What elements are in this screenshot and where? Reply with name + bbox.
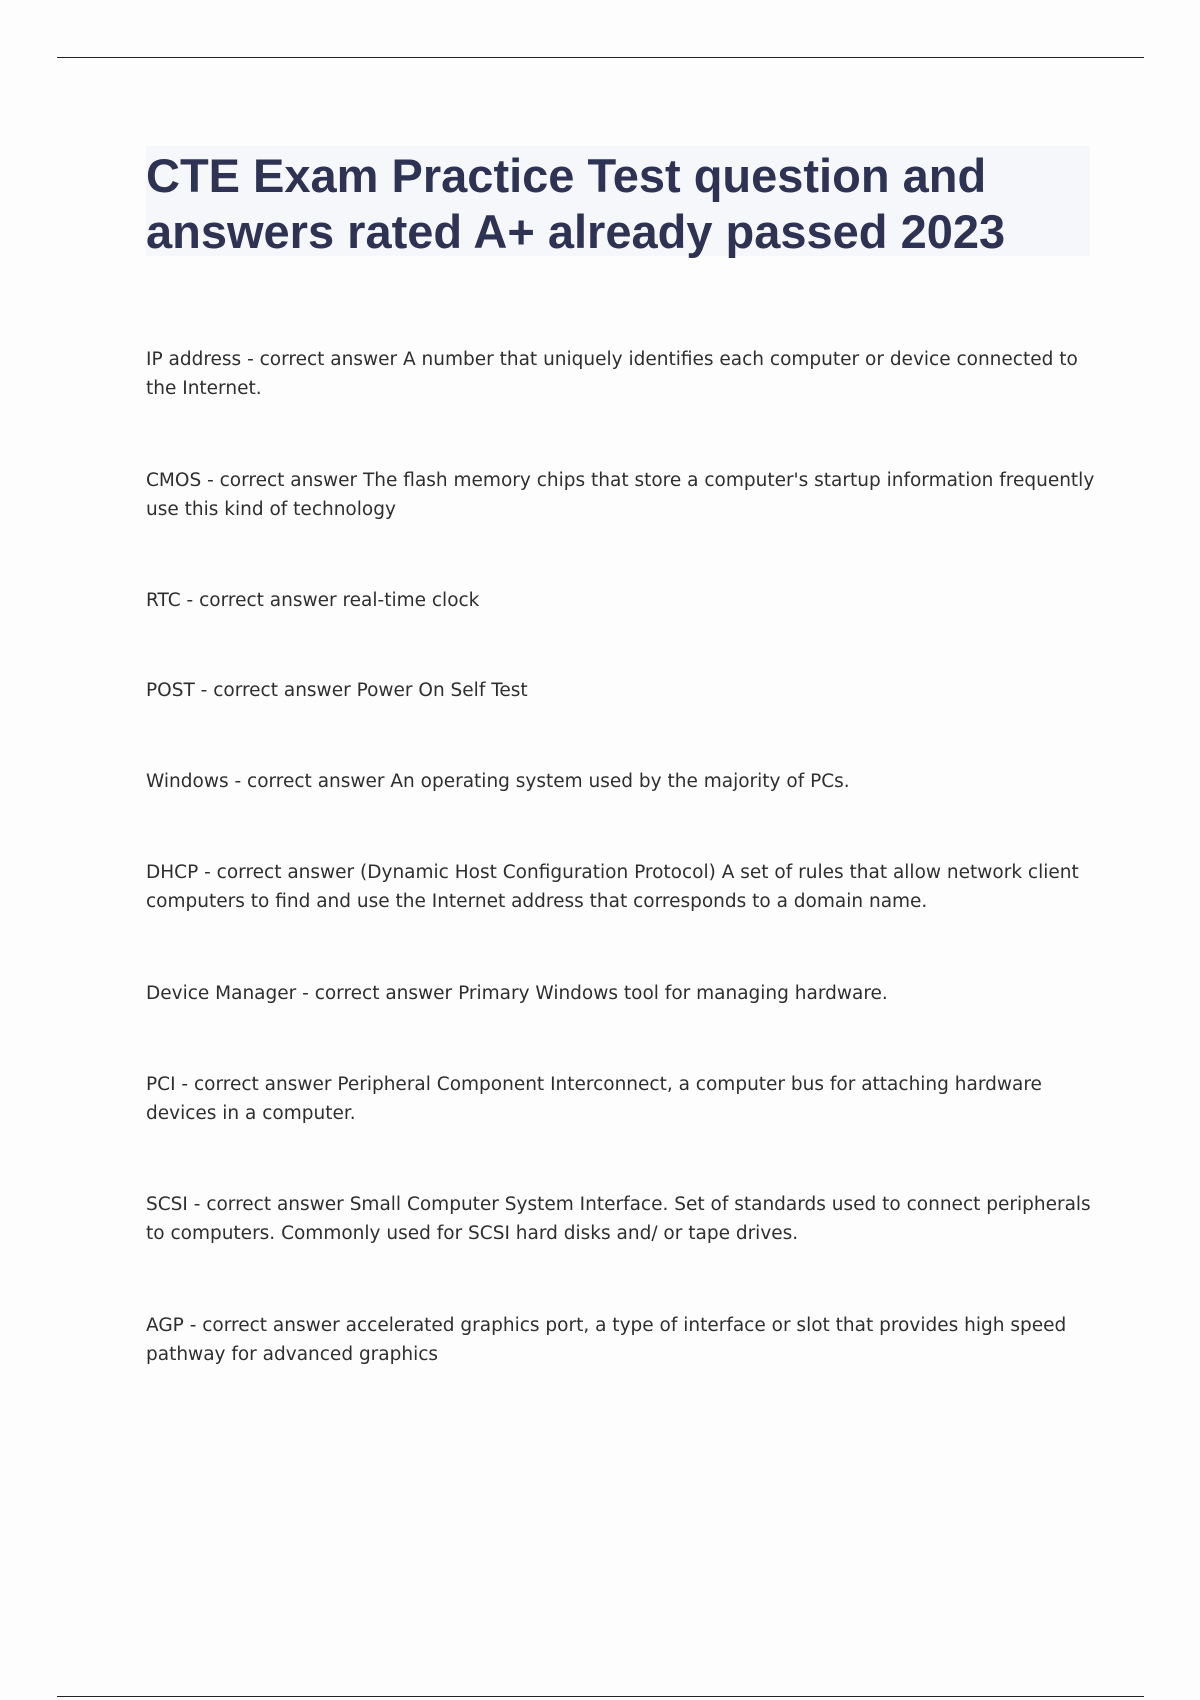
qa-separator: - [175, 1074, 194, 1095]
qa-answer: Primary Windows tool for managing hardware. [458, 983, 888, 1004]
qa-separator: - [183, 1315, 203, 1336]
qa-item [146, 1311, 1096, 1401]
qa-answer-prefix: correct answer [314, 983, 453, 1004]
qa-term: AGP [146, 1315, 184, 1336]
qa-term: CMOS [146, 470, 202, 491]
qa-term: RTC [146, 590, 181, 611]
qa-separator: - [228, 771, 248, 792]
qa-answer-prefix: correct answer [259, 349, 398, 370]
qa-item [146, 1070, 1096, 1190]
qa-term: POST [146, 680, 195, 701]
qa-answer: Peripheral Component Interconnect, a computer bus for attaching hardware devices in a computer. [146, 1074, 1042, 1124]
qa-answer: Small Computer System Interface. Set of standards used to connect peripherals to computers. Commonly used for SCSI hard disks and/ or tape drives. [146, 1194, 1091, 1244]
qa-term: IP address [146, 349, 242, 370]
top-divider [57, 57, 1144, 58]
qa-answer-prefix: correct answer [199, 590, 337, 611]
qa-separator: - [198, 862, 217, 883]
qa-answer-prefix: correct answer [213, 680, 351, 701]
qa-answer-prefix: correct answer [202, 1315, 340, 1336]
document-title: CTE Exam Practice Test question and answers rated A+ already passed 2023 [146, 149, 1006, 258]
qa-item [146, 676, 1096, 767]
qa-separator: - [241, 349, 260, 370]
title-block [146, 146, 1090, 256]
qa-answer: accelerated graphics port, a type of interface or slot that provides high speed pathway for advanced graphics [146, 1315, 1067, 1365]
qa-term: DHCP [146, 862, 199, 883]
bottom-divider [57, 1696, 1144, 1697]
qa-answer-prefix: correct answer [219, 470, 358, 491]
qa-term: PCI [146, 1074, 176, 1095]
qa-separator: - [187, 1194, 207, 1215]
qa-answer: real-time clock [342, 590, 480, 611]
qa-term: Device Manager [146, 983, 297, 1004]
qa-answer-prefix: correct answer [193, 1074, 332, 1095]
qa-item [146, 767, 1096, 858]
qa-answer: An operating system used by the majority of PCs. [390, 771, 850, 792]
qa-answer: (Dynamic Host Configuration Protocol) A set of rules that allow network client computers to find and use the Internet address that corresponds to a domain name. [146, 862, 1079, 912]
qa-separator: - [194, 680, 214, 701]
qa-answer-prefix: correct answer [216, 862, 355, 883]
qa-item [146, 1190, 1096, 1311]
qa-item [146, 466, 1096, 586]
qa-separator: - [296, 983, 315, 1004]
qa-item [146, 979, 1096, 1070]
qa-answer-prefix: correct answer [206, 1194, 344, 1215]
qa-separator: - [180, 590, 200, 611]
qa-answer: The flash memory chips that store a computer's startup information frequently use this kind of technology [146, 470, 1095, 520]
qa-answer: A number that uniquely identifies each computer or device connected to the Internet. [146, 349, 1078, 399]
qa-answer-prefix: correct answer [247, 771, 385, 792]
qa-item [146, 345, 1096, 466]
qa-item [146, 858, 1096, 979]
qa-term: SCSI [146, 1194, 188, 1215]
qa-item [146, 586, 1096, 676]
qa-separator: - [201, 470, 220, 491]
qa-answer: Power On Self Test [356, 680, 528, 701]
qa-term: Windows [146, 771, 229, 792]
qa-list [146, 345, 1096, 1401]
